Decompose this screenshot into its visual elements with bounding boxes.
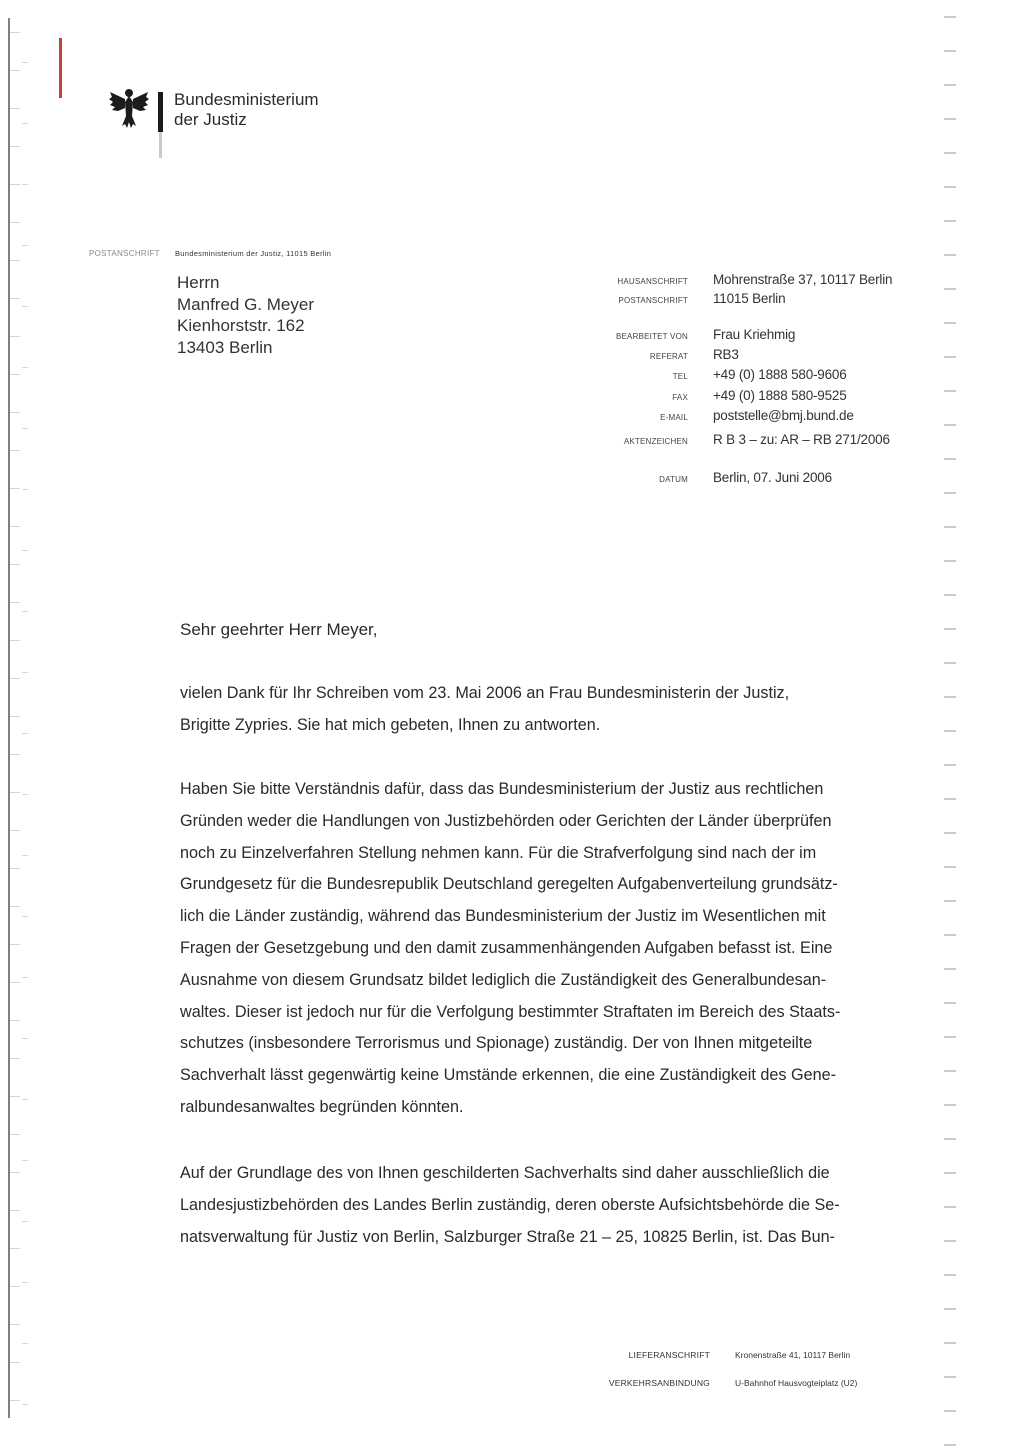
recipient-street: Kienhorststr. 162: [177, 316, 305, 335]
info-value: Berlin, 07. Juni 2006: [713, 470, 832, 485]
info-label: FAX: [672, 393, 688, 402]
paragraph-line: ralbundesanwaltes begründen könnten.: [180, 1097, 464, 1116]
info-value: Mohrenstraße 37, 10117 Berlin: [713, 272, 893, 287]
paragraph-line: natsverwaltung für Justiz von Berlin, Salzburger Straße 21 – 25, 10825 Berlin, ist. Das Bun-: [180, 1227, 836, 1246]
info-value: +49 (0) 1888 580-9606: [713, 367, 847, 382]
paragraph-line: noch zu Einzelverfahren Stellung nehmen kann. Für die Strafverfolgung sind nach der im: [180, 843, 817, 862]
letter-paragraph: [180, 774, 840, 1124]
logo-divider-bar: [158, 92, 163, 132]
letter-salutation: Sehr geehrter Herr Meyer,: [180, 620, 378, 639]
footer-row-verkehr: [560, 1378, 940, 1398]
info-label: POSTANSCHRIFT: [618, 296, 688, 305]
red-margin-mark: [59, 38, 62, 98]
federal-eagle-icon: [108, 86, 150, 130]
paragraph-line: Sachverhalt lässt gegenwärtig keine Umstände erkennen, die eine Zuständigkeit des Gene-: [180, 1066, 836, 1085]
info-label: TEL: [672, 372, 688, 381]
ministry-name: [174, 90, 319, 130]
info-value: RB3: [713, 347, 739, 362]
footer-row-lieferanschrift: [560, 1350, 940, 1370]
logo-divider-bar: [159, 132, 162, 158]
footer-label: LIEFERANSCHRIFT: [628, 1350, 710, 1360]
letter-paragraph: [180, 1158, 840, 1253]
paragraph-line: lich die Länder zuständig, während das Bundesministerium der Justiz im Wesentlichen mit: [180, 907, 826, 926]
info-label: DATUM: [659, 475, 688, 484]
info-value: poststelle@bmj.bund.de: [713, 408, 854, 423]
paragraph-line: Brigitte Zypries. Sie hat mich gebeten, Ihnen zu antworten.: [180, 715, 601, 734]
letter-paragraph: [180, 678, 789, 742]
ministry-name-line: der Justiz: [174, 110, 247, 129]
paragraph-line: Auf der Grundlage des von Ihnen geschilderten Sachverhalts sind daher ausschließlich die: [180, 1164, 830, 1182]
scan-edge-artifact: [22, 40, 28, 1420]
recipient-name: Manfred G. Meyer: [177, 294, 314, 314]
paragraph-line: Grundgesetz für die Bundesrepublik Deutschland geregelten Aufgabenverteilung grundsätz-: [180, 875, 838, 894]
info-value: +49 (0) 1888 580-9525: [713, 388, 847, 403]
paragraph-line: Haben Sie bitte Verständnis dafür, dass das Bundesministerium der Justiz aus rechtlichen: [180, 780, 824, 798]
info-row-bearbeitet: [560, 327, 940, 347]
scan-edge-artifact: [8, 18, 20, 1418]
info-row-tel: [560, 367, 940, 387]
info-row-hausanschrift: [560, 272, 940, 292]
info-value: Frau Kriehmig: [713, 327, 796, 342]
footer-value: U-Bahnhof Hausvogteiplatz (U2): [735, 1378, 858, 1388]
paragraph-line: schutzes (insbesondere Terrorismus und Spionage) zuständig. Der von Ihnen mitgeteilte: [180, 1034, 813, 1053]
info-row-postanschrift: [560, 291, 940, 311]
sender-address: Bundesministerium der Justiz, 11015 Berlin: [175, 249, 332, 258]
info-label: REFERAT: [649, 352, 688, 361]
info-label: E-MAIL: [660, 413, 688, 422]
info-label: BEARBEITET VON: [615, 332, 688, 341]
sender-label: POSTANSCHRIFT: [89, 249, 160, 258]
info-value: R B 3 – zu: AR – RB 271/2006: [713, 432, 890, 447]
info-row-fax: [560, 388, 940, 408]
footer-value: Kronenstraße 41, 10117 Berlin: [735, 1350, 851, 1360]
info-row-datum: [560, 470, 940, 490]
recipient-address: [177, 272, 314, 358]
recipient-city: 13403 Berlin: [177, 337, 273, 357]
paragraph-line: vielen Dank für Ihr Schreiben vom 23. Mai 2006 an Frau Bundesministerin der Justiz,: [180, 684, 790, 702]
letterhead-logo: [108, 86, 368, 166]
scan-edge-artifact: [944, 0, 956, 1448]
info-row-referat: [560, 347, 940, 367]
ministry-name-line: Bundesministerium: [174, 90, 319, 109]
footer-label: VERKEHRSANBINDUNG: [608, 1378, 710, 1388]
paragraph-line: Landesjustizbehörden des Landes Berlin zuständig, deren oberste Aufsichtsbehörde die Se-: [180, 1195, 840, 1214]
info-label: HAUSANSCHRIFT: [617, 277, 688, 286]
recipient-salutation: Herrn: [177, 273, 220, 292]
paragraph-line: Ausnahme von diesem Grundsatz bildet lediglich die Zuständigkeit des Generalbundesan-: [180, 970, 827, 989]
info-row-aktenzeichen: [560, 432, 940, 452]
info-row-email: [560, 408, 940, 428]
sender-return-line: [89, 249, 331, 258]
info-value: 11015 Berlin: [713, 291, 786, 306]
paragraph-line: Gründen weder die Handlungen von Justizbehörden oder Gerichten der Länder überprüfen: [180, 811, 832, 830]
info-label: AKTENZEICHEN: [623, 437, 688, 446]
paragraph-line: Fragen der Gesetzgebung und den damit zusammenhängenden Aufgaben befasst ist. Eine: [180, 938, 833, 957]
paragraph-line: waltes. Dieser ist jedoch nur für die Verfolgung bestimmter Straftaten im Bereich des Staats-: [180, 1002, 841, 1021]
